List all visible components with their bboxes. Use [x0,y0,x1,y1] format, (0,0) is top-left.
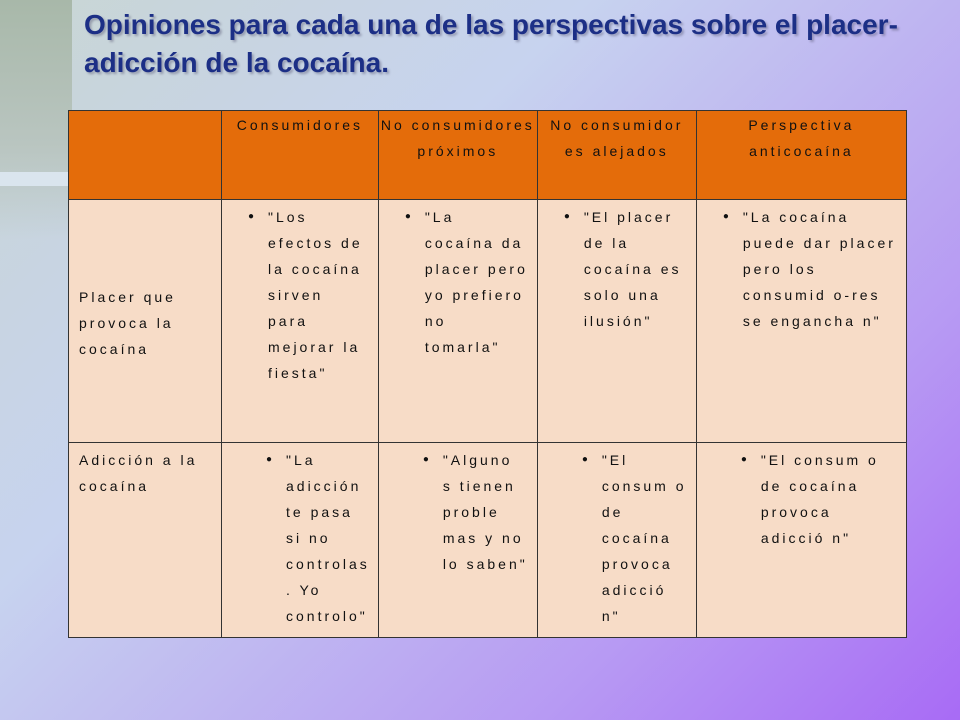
table-cell: ● "La cocaína puede dar placer pero los consumid o-res se engancha n" [696,200,906,443]
bullet-icon: ● [740,454,750,465]
bullet-icon: ● [266,454,276,465]
bullet-icon: ● [581,454,591,465]
bullet-icon: ● [722,211,732,222]
background-accent-stripe [0,172,72,186]
bullet-icon: ● [248,211,258,222]
row-label-placer: Placer que provoca la cocaína [69,200,222,443]
table-header-row [69,111,907,200]
table-cell: ● "Alguno s tienen proble mas y no lo saben" [378,443,537,638]
row-label-adiccion: Adicción a la cocaína [69,443,222,638]
table-cell: ● "La cocaína da placer pero yo prefiero no tomarla" [378,200,537,443]
table-cell: ● "La adicción te pasa si no controlas . Yo controlo" [222,443,379,638]
bullet-icon: ● [563,211,573,222]
header-consumidores: Consumidores [222,111,379,200]
header-empty-cell [69,111,222,200]
table-cell: ● "Los efectos de la cocaína sirven para mejorar la fiesta" [222,200,379,443]
header-perspectiva-anticocaina: Perspectiva anticocaína [696,111,906,200]
table-row [69,200,907,443]
table-cell: ● "El consum o de cocaína provoca adicció n" [537,443,696,638]
table-cell: ● "El placer de la cocaína es solo una ilusión" [537,200,696,443]
bullet-icon: ● [422,454,432,465]
slide-title: Opiniones para cada una de las perspectivas sobre el placer-adicción de la cocaína. [84,9,898,78]
perspectives-table [68,110,907,638]
table-row [69,443,907,638]
header-no-consumidores-proximos: No consumidores próximos [378,111,537,200]
table-cell: ● "El consum o de cocaína provoca adicció n" [696,443,906,638]
bullet-icon: ● [404,211,414,222]
header-no-consumidores-alejados: No consumidor es alejados [537,111,696,200]
background-accent-block [0,0,72,240]
